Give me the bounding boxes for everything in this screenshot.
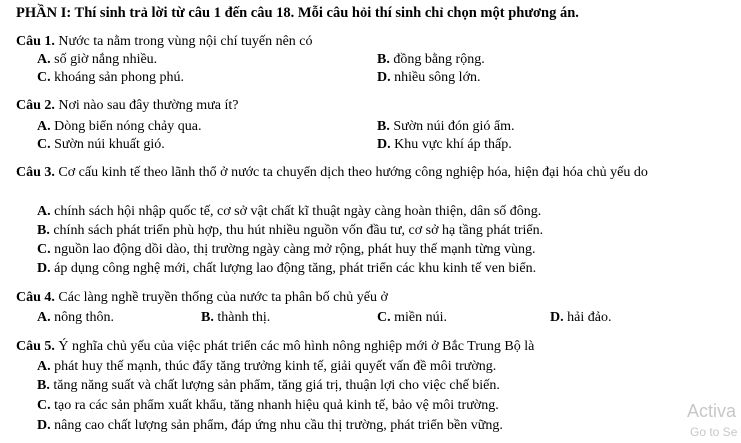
option-letter: A. [37,310,51,325]
question-number: Câu 4. [16,290,55,305]
option-letter: A. [37,359,51,374]
option-letter: B. [377,119,390,134]
question-2 [16,98,238,114]
option-5c [37,398,499,414]
option-text: Sườn núi khuất gió. [54,137,165,152]
option-letter: C. [37,242,51,257]
option-letter: A. [37,119,51,134]
option-1b [377,52,485,68]
option-text: số giờ nắng nhiều. [54,52,158,67]
option-letter: B. [37,378,50,393]
option-letter: C. [37,70,51,85]
question-number: Câu 3. [16,165,55,180]
option-4b [201,310,270,326]
option-1a [37,52,157,68]
question-text: Ý nghĩa chủ yếu của việc phát triển các mô hình nông nghiệp mới ở Bắc Trung Bộ là [58,339,535,354]
option-letter: D. [37,261,51,276]
question-5 [16,339,534,355]
question-1 [16,34,313,50]
activation-watermark-link[interactable]: Go to Se [690,425,738,439]
option-2b [377,119,515,135]
option-letter: C. [37,398,51,413]
option-3d [37,261,536,277]
option-text: thành thị. [217,310,271,325]
activation-watermark-title: Activa [687,401,737,421]
option-1c [37,70,184,86]
option-text: Dòng biển nóng chảy qua. [54,119,202,134]
option-text: miền núi. [394,310,448,325]
option-2d [377,137,512,153]
option-2a [37,119,201,135]
option-letter: D. [377,137,391,152]
section-header: PHẦN I: Thí sinh trả lời từ câu 1 đến câu 18. Mỗi câu hỏi thí sinh chỉ chọn một phương án. [16,5,579,21]
question-number: Câu 5. [16,339,55,354]
question-3 [16,164,728,182]
option-letter: D. [550,310,564,325]
option-letter: D. [37,418,51,433]
option-4c [377,310,447,326]
option-text: phát huy thế mạnh, thúc đẩy tăng trưởng kinh tế, giải quyết vấn đề môi trường. [54,359,497,374]
option-letter: A. [37,52,51,67]
question-text: Cơ cấu kinh tế theo lãnh thổ ở nước ta chuyển dịch theo hướng công nghiệp hóa, hiện đại hóa chủ yếu do [58,165,648,180]
option-3b [37,223,543,239]
question-text: Các làng nghề truyền thống của nước ta phân bố chủ yếu ở [58,290,388,305]
option-text: Khu vực khí áp thấp. [394,137,512,152]
option-text: nhiều sông lớn. [394,70,481,85]
option-letter: C. [37,137,51,152]
option-text: áp dụng công nghệ mới, chất lượng lao động tăng, phát triển các khu kinh tế ven biển. [54,261,537,276]
option-3c [37,242,536,258]
question-4 [16,290,388,306]
option-text: chính sách hội nhập quốc tế, cơ sở vật chất kĩ thuật ngày càng hoàn thiện, dân số đông. [54,204,542,219]
question-text: Nơi nào sau đây thường mưa ít? [58,98,239,113]
option-letter: A. [37,204,51,219]
option-letter: B. [377,52,390,67]
option-5a [37,359,496,375]
question-number: Câu 2. [16,98,55,113]
option-2c [37,137,165,153]
option-text: chính sách phát triển phù hợp, thu hút nhiều nguồn vốn đầu tư, cơ sở hạ tầng phát triển. [53,223,544,238]
option-text: nâng cao chất lượng sản phẩm, đáp ứng nhu cầu thị trường, phát triển bền vững. [54,418,503,433]
option-text: đồng bằng rộng. [393,52,485,67]
option-letter: D. [377,70,391,85]
question-text: Nước ta nằm trong vùng nội chí tuyến nên có [58,34,313,49]
option-5b [37,378,500,394]
option-text: khoáng sản phong phú. [54,70,185,85]
option-text: nông thôn. [54,310,115,325]
question-number: Câu 1. [16,34,55,49]
option-3a [37,204,541,220]
option-letter: C. [377,310,391,325]
option-4a [37,310,114,326]
option-letter: B. [37,223,50,238]
option-4d [550,310,611,326]
option-1d [377,70,480,86]
option-letter: B. [201,310,214,325]
option-text: tăng năng suất và chất lượng sản phẩm, tăng giá trị, thuận lợi cho việc chế biến. [53,378,500,393]
option-text: hải đảo. [567,310,612,325]
option-text: Sườn núi đón gió ẩm. [393,119,515,134]
option-text: tạo ra các sản phẩm xuất khẩu, tăng nhanh hiệu quả kinh tế, bảo vệ môi trường. [54,398,499,413]
option-text: nguồn lao động dồi dào, thị trường ngày càng mở rộng, phát huy thế mạnh từng vùng. [54,242,536,257]
option-5d [37,418,503,434]
